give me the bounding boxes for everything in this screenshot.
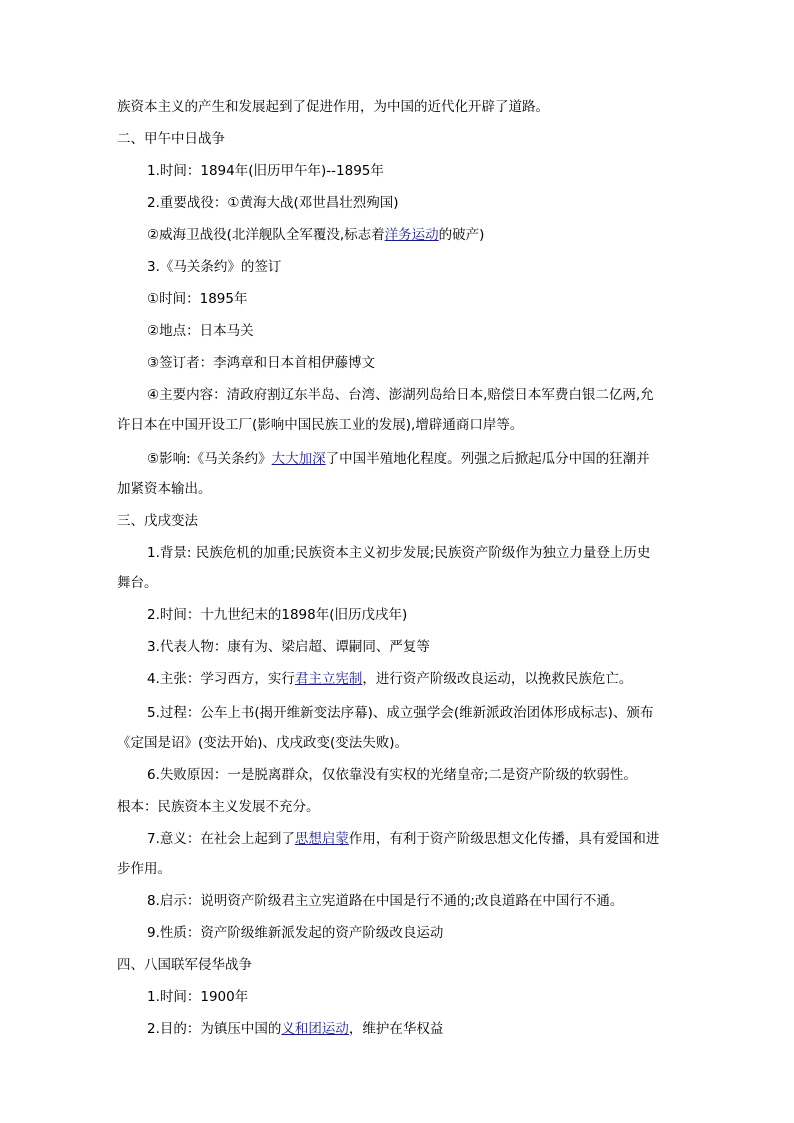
text-span: ，进行资产阶级改良运动，以挽救民族危亡。 <box>362 671 633 687</box>
text-line: 2.时间：十九世纪末的1898年(旧历戊戌年) <box>147 607 408 623</box>
text-line: 步作用。 <box>117 861 171 877</box>
text-line: 1.背景: 民族危机的加重;民族资本主义初步发展;民族资产阶级作为独立力量登上历史 <box>147 545 651 561</box>
text-line: ③签订者：李鸿章和日本首相伊藤博文 <box>147 355 376 371</box>
section-heading: 二、甲午中日战争 <box>117 131 225 147</box>
text-line: 族资本主义的产生和发展起到了促进作用，为中国的近代化开辟了道路。 <box>117 99 549 115</box>
text-line: 5.过程：公车上书(揭开维新变法序幕)、成立强学会(维新派政治团体形成标志)、颁布 <box>147 705 654 721</box>
text-line <box>147 226 677 244</box>
text-line: 2.重要战役：①黄海大战(邓世昌壮烈殉国) <box>147 195 399 211</box>
link-constitutional-monarchy[interactable]: 君主立宪制 <box>294 671 363 687</box>
text-line: 许日本在中国开设工厂(影响中国民族工业的发展),增辟通商口岸等。 <box>117 417 524 433</box>
text-line: 《定国是诏》(变法开始)、戊戌政变(变法失败)。 <box>117 735 409 751</box>
text-span: 了中国半殖地化程度。列强之后掀起瓜分中国的狂潮并 <box>325 451 650 467</box>
text-span: ②威海卫战役(北洋舰队全军覆没,标志着 <box>147 227 385 243</box>
section-heading: 四、八国联军侵华战争 <box>117 957 252 973</box>
text-line: 舞台。 <box>117 575 158 591</box>
text-line: 6.失败原因：一是脱离群众，仅依靠没有实权的光绪皇帝;二是资产阶级的软弱性。 <box>147 767 637 783</box>
section-heading: 三、戊戌变法 <box>117 513 198 529</box>
text-line: ④主要内容：清政府割辽东半岛、台湾、澎湖列岛给日本,赔偿日本军费白银二亿两,允 <box>147 387 654 403</box>
text-line: ①时间：1895年 <box>147 291 248 307</box>
text-line <box>147 450 677 468</box>
text-span: 4.主张：学习西方，实行 <box>147 671 295 687</box>
text-span: 2.目的：为镇压中国的 <box>147 1021 282 1037</box>
text-line: 根本：民族资本主义发展不充分。 <box>117 799 320 815</box>
text-span: 作用，有利于资产阶级思想文化传播，具有爱国和进 <box>348 831 660 847</box>
text-line: 8.启示：说明资产阶级君主立宪道路在中国是行不通的;改良道路在中国行不通。 <box>147 893 624 909</box>
link-greatly-deepened[interactable]: 大大加深 <box>271 451 326 467</box>
text-span: ⑤影响:《马关条约》 <box>147 451 272 467</box>
text-line <box>147 830 677 848</box>
link-yangwu-movement[interactable]: 洋务运动 <box>384 227 439 243</box>
text-line <box>147 1020 677 1038</box>
text-span: ，维护在华权益 <box>348 1021 444 1037</box>
text-line: 加紧资本输出。 <box>117 481 212 497</box>
text-line: 3.代表人物：康有为、梁启超、谭嗣同、严复等 <box>147 639 430 655</box>
text-span: 的破产) <box>438 227 485 243</box>
text-line: 9.性质：资产阶级维新派发起的资产阶级改良运动 <box>147 925 444 941</box>
link-enlightenment[interactable]: 思想启蒙 <box>294 831 349 847</box>
text-line <box>147 670 677 688</box>
text-line: 1.时间：1900年 <box>147 989 249 1005</box>
text-line: 1.时间：1894年(旧历甲午年)--1895年 <box>147 163 384 179</box>
text-line: ②地点：日本马关 <box>147 323 254 339</box>
text-span: 7.意义：在社会上起到了 <box>147 831 295 847</box>
link-boxer-movement[interactable]: 义和团运动 <box>281 1021 349 1037</box>
text-line: 3.《马关条约》的签订 <box>147 259 282 275</box>
